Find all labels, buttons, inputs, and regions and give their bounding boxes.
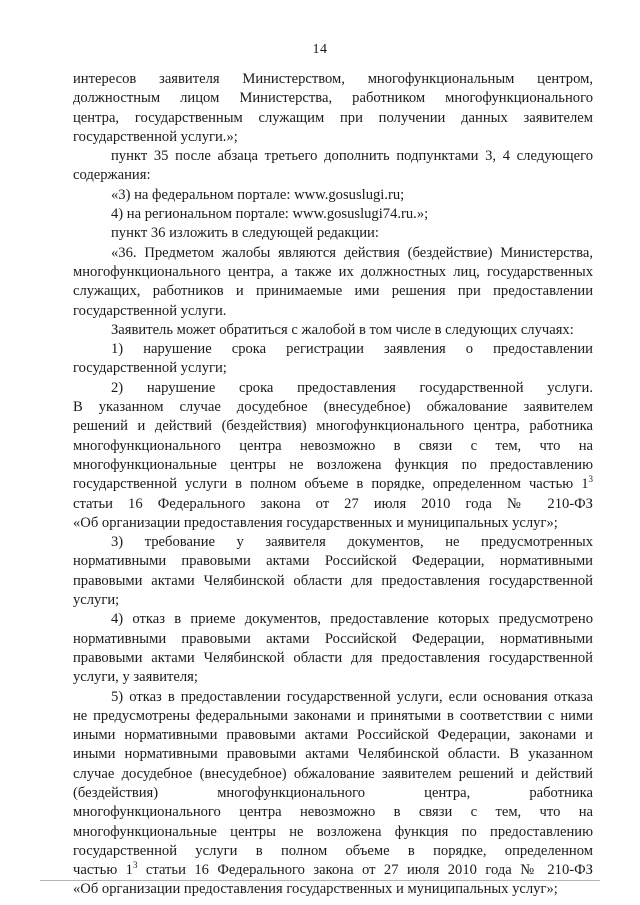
text-line: государственной услуги в полном объеме в порядке, определенном: [73, 842, 593, 859]
text-line: статьи 16 Федерального закона от 27 июля 2010 года № 210-ФЗ: [73, 495, 593, 512]
text-line: пункт 36 изложить в следующей редакции:: [111, 225, 379, 242]
text-line: услуги;: [73, 592, 120, 609]
paragraph-case-3: [73, 533, 593, 610]
text-line-with-superscript: [73, 475, 593, 494]
paragraph-complaint-cases-intro: [73, 321, 593, 340]
text-line: служащих, работников и принимаемые ими решения при предоставлении: [73, 283, 593, 300]
bottom-divider: [40, 880, 600, 881]
text-line: должностным лицом Министерства, работником многофункционального: [73, 90, 593, 107]
text-line: правовыми актами Челябинской области для предоставления государственной: [73, 572, 593, 589]
text-line: 4) на региональном портале: www.gosuslugi74.ru.»;: [111, 206, 429, 223]
text-line: содержания:: [73, 167, 151, 184]
superscript: 3: [588, 474, 593, 485]
paragraph-item-36-amendment: [73, 224, 593, 243]
text-line: «Об организации предоставления государственных и муниципальных услуг»;: [73, 514, 558, 531]
text-line: государственной услуги;: [73, 360, 227, 377]
text-line: нормативными правовыми актами Российской Федерации, нормативными: [73, 553, 593, 570]
text-line: «3) на федеральном портале: www.gosuslugi.ru;: [111, 186, 405, 203]
text-line: Заявитель может обратиться с жалобой в том числе в следующих случаях:: [111, 321, 574, 338]
text-line: многофункциональные центры не возложена функция по предоставлению: [73, 823, 593, 840]
text-line: «36. Предметом жалобы являются действия (бездействие) Министерства,: [111, 244, 593, 261]
text-line: В указанном случае досудебное (внесудебное) обжалование заявителем: [73, 399, 593, 416]
text-line: 3) требование у заявителя документов, не предусмотренных: [111, 534, 593, 551]
text-line: многофункционального центра, а также их должностных лиц, государственных: [73, 263, 593, 280]
text-line: государственной услуги.»;: [73, 128, 238, 145]
text-line: центра, государственным служащим при получении данных заявителем: [73, 109, 593, 126]
text-line-with-superscript: [73, 861, 593, 880]
paragraph-regional-portal: [73, 205, 593, 224]
paragraph-case-4: [73, 610, 593, 687]
text-line: (бездействия) многофункционального центра, работника: [73, 784, 593, 801]
paragraph-case-1: [73, 340, 593, 379]
text-line: 2) нарушение срока предоставления государственной услуги.: [111, 379, 593, 396]
text-fragment: государственной услуги в полном объеме в порядке, определенном частью 1: [73, 476, 589, 493]
text-line: многофункционального центра невозможно в связи с тем, что на: [73, 437, 593, 454]
page-number: 14: [312, 42, 328, 57]
text-line: многофункциональные центры не возложена функция по предоставлению: [73, 456, 593, 473]
text-line: 1) нарушение срока регистрации заявления о предоставлении: [111, 341, 593, 358]
paragraph-case-5: [73, 688, 593, 900]
paragraph-complaint-interests: [73, 70, 593, 147]
paragraph-case-2: [73, 379, 593, 533]
text-line: иными нормативными правовыми актами Российской Федерации, законами и: [73, 727, 593, 744]
document-body: [73, 70, 593, 900]
superscript: 3: [132, 860, 138, 871]
text-line: нормативными правовыми актами Российской Федерации, нормативными: [73, 630, 593, 647]
paragraph-federal-portal: [73, 186, 593, 205]
text-line: правовыми актами Челябинской области для предоставления государственной: [73, 649, 593, 666]
text-line: многофункционального центра невозможно в связи с тем, что на: [73, 804, 593, 821]
text-line: интересов заявителя Министерством, многофункциональным центром,: [73, 71, 593, 87]
text-line: иными нормативными правовыми актами Челябинской области. В указанном: [73, 746, 593, 763]
text-fragment: статьи 16 Федерального закона от 27 июля 2010 года № 210-ФЗ: [137, 862, 593, 879]
text-line: «Об организации предоставления государственных и муниципальных услуг»;: [73, 881, 558, 898]
text-line: услуги, у заявителя;: [73, 669, 198, 686]
paragraph-item-35-amendment: [73, 147, 593, 186]
paragraph-item-36-text: [73, 244, 593, 321]
text-line: 4) отказ в приеме документов, предоставление которых предусмотрено: [111, 611, 593, 628]
text-line: решений и действий (бездействия) многофункционального центра, работника: [73, 418, 593, 435]
text-line: государственной услуги.: [73, 302, 227, 319]
text-line: 5) отказ в предоставлении государственной услуги, если основания отказа: [111, 688, 593, 705]
text-line: случае досудебное (внесудебное) обжалование заявителем решений и действий: [73, 765, 593, 782]
text-line: пункт 35 после абзаца третьего дополнить подпунктами 3, 4 следующего: [111, 148, 593, 165]
text-line: не предусмотрены федеральными законами и принятыми в соответствии с ними: [73, 707, 593, 724]
text-fragment: частью 1: [73, 862, 133, 879]
